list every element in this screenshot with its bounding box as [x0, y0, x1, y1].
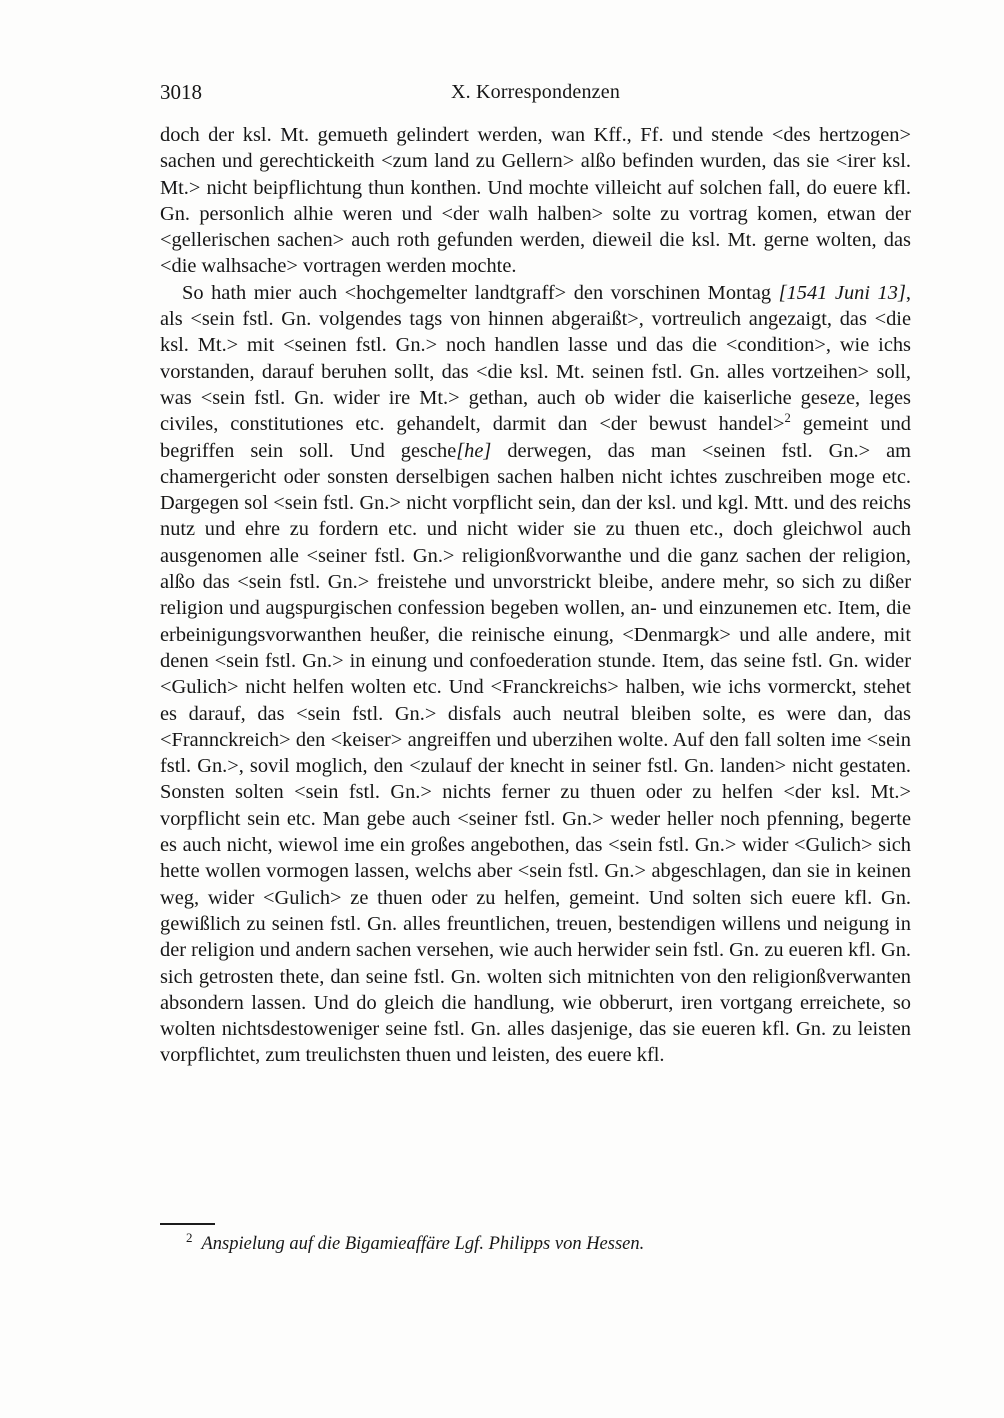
paragraph [160, 122, 911, 280]
text-segment-normal: , als <sein fstl. Gn. volgendes tags von hinnen abgeraißt>, vortreulich angezaigt, das <die ksl. Mt.> mit <seinen fstl. Gn.> noch handlen lasse und das die <condition>, wie ichs vorstanden, darauf beruhen sollt, das <die ksl. Mt. seinen fstl. Gn. alles vortzeihen> soll, was <sein fstl. Gn. wider ire Mt.> gethan, auch ob wider die kaiserliche geseze, leges civiles, constitutiones etc. gehandelt, darmit dan <der bewust handel> [160, 281, 911, 436]
footnote [160, 1229, 911, 1256]
text-segment-italic: [1541 Juni 13] [778, 281, 906, 304]
footnote-marker: 2 [186, 1229, 193, 1245]
body-text [160, 122, 911, 1214]
text-segment-sup: 2 [784, 411, 791, 426]
page-number: 3018 [160, 80, 202, 104]
text-segment-normal: derwegen, das man <seinen fstl. Gn.> am chamergericht oder sonsten derselbigen sachen halben nicht ichtes zuschreiben moge etc. Dargegen sol <sein fstl. Gn.> nicht vorpflicht sein, dan der ksl. und kgl. Mtt. und des reichs nutz und ehre zu fordern etc. und nicht wider sie zu thuen etc., doch gleichwol auch ausgenomen alle <seiner fstl. Gn.> religionßvorwanthe und die ganz sachen der religion, alßo das <sein fstl. Gn.> freistehe und unvorstrickt bleibe, andere mehr, so sich zu dißer religion und augspurgischen confession begeben wollen, an- und einzunemen etc. Item, die erbeinigungsvorwanthen heußer, die reinische einung, <Denmargk> und alle andere, mit denen <sein fstl. Gn.> in einung und confoederation stunde. Item, das seine fstl. Gn. wider <Gulich> nicht helfen wolten etc. Und <Franckreichs> halben, wie ichs vormerckt, stehet es darauf, das <sein fstl. Gn.> disfals auch neutral bleiben solte, es were dan, das <Frannckreich> den <keiser> angreiffen und uberzihen wolte. Auf den fall solten ime <sein fstl. Gn.>, sovil moglich, den <zulauf der knecht in seiner fstl. Gn. landen> nicht gestaten. Sonsten solten <sein fstl. Gn.> nichts ferner zu thuen oder zu helfen <der ksl. Mt.> vorpflicht sein etc. Man gebe auch <seiner fstl. Gn.> weder heller noch pfenning, begerte es auch nicht, wiewol ime ein großes angebothen, das <sein fstl. Gn.> wider <Gulich> sich hette wollen vormogen lassen, welchs aber <sein fstl. Gn.> abgeschlagen, dan sie in keinen weg, wider <Gulich> ze thuen oder zu helfen, gemeint. Und solten sich euere kfl. Gn. gewißlich zu seinen fstl. Gn. alles freuntlichen, treuen, bestendigen willens und neigung in der religion und andern sachen versehen, wie auch herwider sein fstl. Gn. zu eueren kfl. Gn. sich getrosten thete, dan seine fstl. Gn. wolten sich mitnichten von den religionßverwanten absondern lassen. Und do gleich die handlung, wie obberurt, iren vortgang erreichete, so wolten nichtsdestoweniger seine fstl. Gn. alles dasjenige, das sie eueren kfl. Gn. zu leisten vorpflichtet, zum treulichsten thuen und leisten, des euere kfl. [160, 439, 911, 1067]
text-segment-normal: doch der ksl. Mt. gemueth gelindert werden, wan Kff., Ff. und stende <des hertzogen> sachen und gerechtickeith <zum land zu Gellern> alßo befinden wurden, das sie <irer ksl. Mt.> nicht beipflichtung thun konthen. Und mochte villeicht auf solchen fall, do euere kfl. Gn. personlich alhie weren und <der walh halben> solte zu vortrag komen, etwan der <gellerischen sachen> auch roth gefunden werden, dieweil die ksl. Mt. gerne wolten, das <die walhsache> vortragen werden mochte. [160, 124, 911, 278]
text-segment-italic: [he] [456, 439, 492, 462]
text-segment-normal: So hath mier auch <hochgemelter landtgraff> den vorschinen Montag [182, 281, 779, 304]
text-segment-normal: gemeint und begriffen sein soll. Und gesche [160, 413, 911, 462]
footnote-area [160, 1223, 911, 1256]
footnote-separator-rule [160, 1223, 215, 1225]
footnote-text: Anspielung auf die Bigamieaffäre Lgf. Philipps von Hessen. [201, 1234, 645, 1254]
paragraph [160, 280, 911, 1069]
running-title: X. Korrespondenzen [450, 81, 621, 103]
page-header [160, 80, 911, 108]
